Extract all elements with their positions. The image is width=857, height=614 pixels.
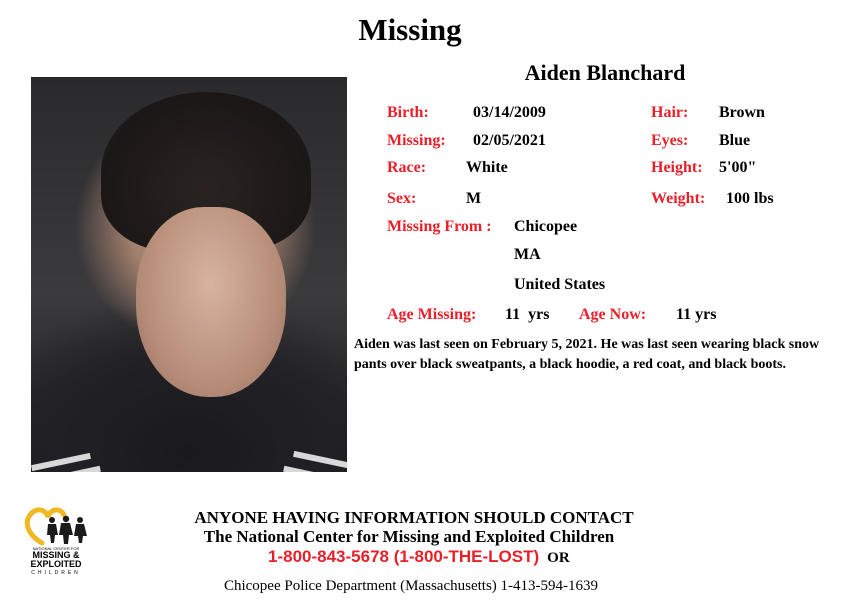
logo-line3: CHILDREN — [31, 570, 81, 576]
sex-label: Sex: — [387, 190, 417, 207]
height-value: 5'00" — [719, 159, 757, 176]
last-seen-description: Aiden was last seen on February 5, 2021. He was last seen wearing black snow pants over black sweatpants, a black hoodie, a red coat, and black boots. — [354, 337, 820, 372]
hotline-phone[interactable]: 1-800-843-5678 (1-800-THE-LOST) — [268, 547, 540, 566]
height-label: Height: — [651, 159, 703, 176]
logo-small-text: NATIONAL CENTER FOR — [32, 546, 80, 551]
poster-title: Missing — [358, 12, 462, 47]
race-value: White — [466, 159, 508, 176]
birth-value: 03/14/2009 — [473, 104, 546, 121]
or-text: OR — [547, 550, 570, 566]
eyes-value: Blue — [719, 132, 751, 149]
weight-label: Weight: — [651, 190, 706, 207]
missing-from-state: MA — [514, 246, 541, 263]
age-now-label: Age Now: — [579, 306, 647, 323]
missing-from-label: Missing From : — [387, 218, 492, 235]
age-missing-value: 11 yrs — [505, 306, 550, 323]
missing-from-city: Chicopee — [514, 218, 578, 235]
contact-heading: ANYONE HAVING INFORMATION SHOULD CONTACT — [194, 508, 634, 527]
contact-organization: The National Center for Missing and Exploited Children — [203, 527, 615, 546]
race-label: Race: — [387, 159, 427, 176]
birth-label: Birth: — [387, 104, 429, 121]
child-name: Aiden Blanchard — [524, 60, 686, 85]
missing-from-country: United States — [514, 276, 606, 293]
age-missing-label: Age Missing: — [387, 306, 477, 323]
age-now-value: 11 yrs — [676, 306, 717, 323]
eyes-label: Eyes: — [651, 132, 689, 149]
hair-value: Brown — [719, 104, 765, 121]
police-contact: Chicopee Police Department (Massachusetts) 1-413-594-1639 — [223, 578, 599, 594]
missing-date-value: 02/05/2021 — [473, 132, 546, 149]
logo-line1: MISSING & — [32, 550, 80, 560]
photo-hoodie-stripe — [293, 451, 347, 469]
logo-line2: EXPLOITED — [30, 559, 82, 569]
photo-hoodie-stripe — [283, 466, 347, 472]
hair-label: Hair: — [651, 104, 689, 121]
sex-value: M — [466, 190, 482, 207]
weight-value: 100 lbs — [726, 190, 774, 207]
missing-date-label: Missing: — [387, 132, 446, 149]
contact-phone-line — [268, 547, 570, 567]
child-photo — [31, 77, 347, 472]
photo-face — [136, 207, 286, 397]
